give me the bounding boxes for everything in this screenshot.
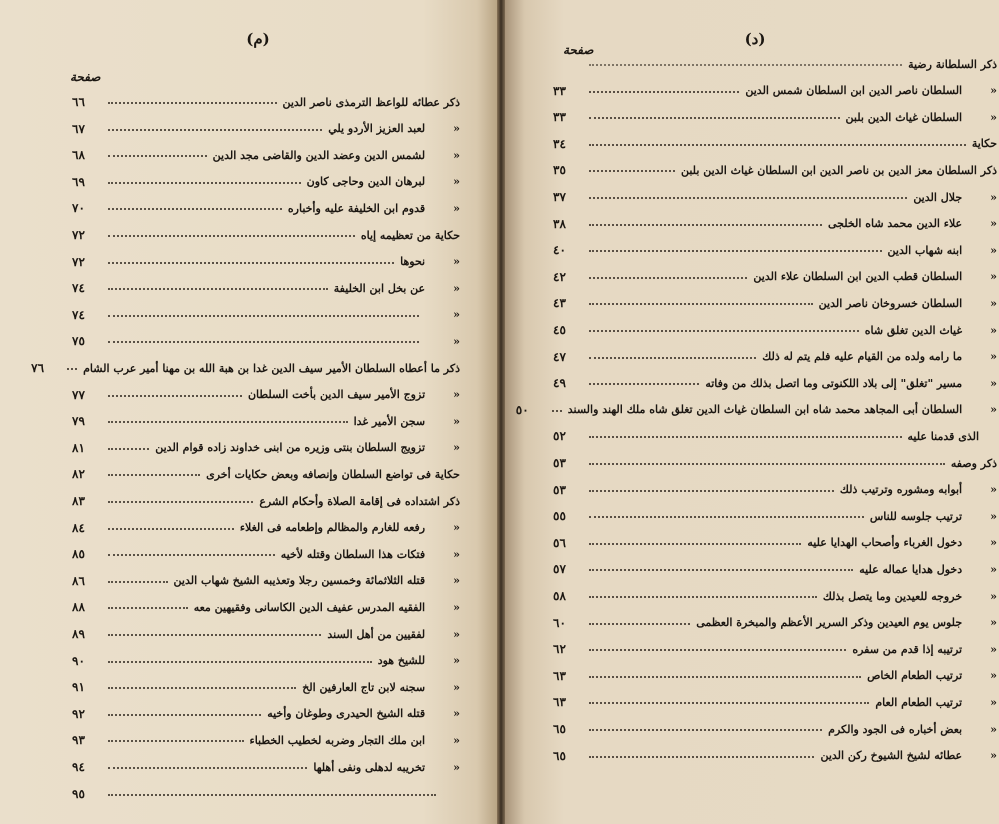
toc-row [553, 265, 997, 289]
toc-row [72, 436, 460, 460]
toc-page-number: ٦٨ [72, 148, 85, 163]
toc-entry-title: فتكات هذا السلطان وقتله لأخيه [280, 547, 426, 561]
toc-page-number: ٥٨ [553, 589, 566, 603]
ditto-mark: « [453, 680, 460, 694]
toc-page-number: ٣٤ [553, 136, 566, 151]
dot-leader [552, 408, 562, 412]
dot-leader [108, 765, 307, 769]
dot-leader [108, 286, 328, 290]
ditto-mark: « [990, 749, 997, 763]
toc-page-number: ٩٥ [72, 786, 85, 801]
dot-leader [108, 127, 322, 131]
toc-entry-title: تخريبه لدهلى ونفى أهلها [313, 760, 426, 774]
dot-leader [108, 100, 277, 104]
toc-entry-title: تزوج الأمير سيف الدين بأخت السلطان [247, 388, 426, 402]
dot-leader [589, 514, 864, 518]
toc-page-number: ٣٣ [553, 83, 566, 98]
dot-leader [589, 275, 747, 279]
toc-row [72, 90, 460, 114]
toc-row [72, 196, 460, 220]
page-column-header: صفحة [563, 43, 594, 57]
toc-page-number: ٩٤ [72, 760, 85, 774]
dot-leader [589, 754, 814, 758]
toc-entry-title: مسير "تغلق" إلى بلاد اللكنوتى وما اتصل بذلك من وفاته [705, 376, 963, 390]
dot-leader [589, 89, 739, 93]
toc-row [72, 755, 460, 779]
toc-entries [505, 0, 999, 824]
toc-row [553, 132, 997, 156]
ditto-mark: « [990, 323, 997, 337]
toc-row [72, 649, 460, 673]
ditto-mark: « [990, 669, 997, 683]
toc-page-number: ٧٤ [72, 307, 85, 322]
toc-page-number: ٦٣ [553, 695, 566, 710]
toc-row [72, 622, 460, 646]
toc-entry-title: قتله الشيخ الحيدرى وطوغان وأخيه [267, 707, 426, 721]
toc-row [72, 383, 460, 407]
ditto-mark: « [990, 110, 997, 124]
page-number: (م) [246, 30, 270, 48]
dot-leader [589, 62, 902, 66]
toc-entry-title: ترتيب الطعام الخاص [867, 669, 963, 683]
toc-entry-title: جلوس يوم العيدين وذكر السرير الأعظم والمبخرة العظمى [696, 616, 963, 630]
dot-leader [589, 700, 869, 704]
toc-page-number: ٧٢ [72, 254, 85, 269]
toc-row [553, 424, 997, 448]
toc-entry-title: لبرهان الدين وحاجى كاون [306, 175, 426, 189]
dot-leader [108, 579, 168, 583]
dot-leader [108, 260, 394, 264]
dot-leader [589, 142, 966, 146]
toc-row [72, 516, 460, 540]
toc-page-number: ٣٣ [553, 110, 566, 125]
dot-leader [108, 393, 242, 397]
toc-row [515, 398, 997, 422]
toc-row [72, 303, 460, 327]
toc-entry-title: ذكر وصفه [950, 456, 997, 470]
toc-row [553, 637, 997, 661]
ditto-mark: « [990, 84, 997, 98]
toc-entry-title: جلال الدين [913, 190, 963, 204]
ditto-mark: « [990, 243, 997, 257]
toc-page-number: ٥٣ [553, 456, 566, 470]
ditto-mark: « [990, 695, 997, 709]
dot-leader [589, 674, 861, 678]
ditto-mark: « [990, 217, 997, 231]
ditto-mark: « [990, 642, 997, 656]
ditto-mark: « [453, 654, 460, 668]
toc-row [72, 702, 460, 726]
page-column-header: صفحة [70, 70, 101, 84]
dot-leader [589, 461, 945, 465]
ditto-mark: « [990, 722, 997, 736]
toc-entry-title: علاء الدين محمد شاه الخلجى [828, 217, 963, 231]
ditto-mark: « [990, 589, 997, 603]
dot-leader [108, 552, 275, 556]
dot-leader [589, 355, 756, 359]
toc-page-number: ٤٩ [553, 376, 566, 391]
ditto-mark: « [990, 403, 997, 417]
toc-entry-title: السلطان قطب الدين ابن السلطان علاء الدين [753, 270, 963, 284]
toc-row [72, 489, 460, 513]
right-book-page [505, 0, 999, 824]
toc-entry-title: قتله الثلاثمائة وخمسين رجلا وتعذيبه الشيخ شهاب الدين [173, 574, 426, 588]
toc-page-number: ٧٤ [72, 281, 85, 296]
dot-leader [108, 685, 296, 689]
toc-entry-title: بعض أخباره فى الجود والكرم [828, 722, 963, 736]
ditto-mark: « [990, 296, 997, 310]
dot-leader [589, 301, 813, 305]
toc-entry-title: ذكر عطائه للواعظ الترمذى ناصر الدين [282, 95, 460, 109]
toc-entry-title: تزويج السلطان بنتى وزيره من ابنى خداوند زاده قوام الدين [155, 441, 426, 455]
toc-entry-title: السلطان أبى المجاهد محمد شاه ابن السلطان غياث الدين تغلق شاه ملك الهند والسند [567, 403, 963, 417]
toc-row [553, 478, 997, 502]
dot-leader [108, 605, 188, 609]
page-number: (د) [744, 30, 766, 48]
dot-leader [589, 594, 817, 598]
ditto-mark: « [453, 308, 460, 322]
toc-page-number: ٧٢ [72, 228, 85, 242]
toc-entry-title: السلطان غياث الدين بلبن [845, 110, 963, 124]
toc-entry-title: دخول هدايا عماله عليه [859, 562, 963, 576]
toc-row [72, 117, 460, 141]
toc-page-number: ٥٥ [553, 509, 566, 524]
toc-row [553, 744, 997, 768]
ditto-mark: « [990, 190, 997, 204]
dot-leader [108, 339, 419, 343]
toc-row [553, 105, 997, 129]
dot-leader [589, 115, 840, 119]
toc-page-number: ٩١ [72, 680, 85, 695]
ditto-mark: « [453, 547, 460, 561]
toc-row [72, 170, 460, 194]
toc-entries [0, 0, 497, 824]
toc-page-number: ٥٢ [553, 429, 566, 444]
toc-row [553, 345, 997, 369]
toc-row [553, 611, 997, 635]
toc-entry-title: حكاية [971, 137, 997, 151]
dot-leader [108, 738, 244, 742]
toc-entry-title: عن بخل ابن الخليفة [333, 281, 426, 295]
ditto-mark: « [990, 509, 997, 523]
toc-page-number: ٨٢ [72, 467, 85, 482]
dot-leader [108, 792, 436, 796]
dot-leader [108, 419, 348, 423]
toc-page-number: ٦٢ [553, 642, 566, 657]
toc-entry-title: حكاية من تعظيمه إياه [360, 228, 460, 242]
toc-page-number: ٩٣ [72, 733, 85, 748]
toc-row [553, 664, 997, 688]
toc-page-number: ٤٠ [553, 243, 566, 258]
toc-row [553, 238, 997, 262]
toc-page-number: ٤٥ [553, 323, 566, 337]
toc-entry-title: الذى قدمنا عليه [907, 429, 979, 443]
dot-leader [589, 328, 859, 332]
toc-page-number: ٥٠ [515, 402, 529, 417]
toc-page-number: ٦٥ [553, 722, 566, 736]
toc-entry-title: ذكر اشتداده فى إقامة الصلاة وأحكام الشرع [259, 494, 460, 508]
dot-leader [108, 446, 149, 450]
dot-leader [589, 222, 822, 226]
toc-page-number: ٨٤ [72, 520, 85, 535]
toc-entry-title: ذكر السلطان معز الدين بن ناصر الدين ابن السلطان غياث الدين بلبن [680, 163, 997, 177]
ditto-mark: « [453, 334, 460, 348]
ditto-mark: « [990, 270, 997, 284]
ditto-mark: « [453, 627, 460, 641]
dot-leader [589, 567, 853, 571]
toc-entry-title: الفقيه المدرس عفيف الدين الكاسانى وفقيهين معه [193, 600, 426, 614]
dot-leader [589, 621, 690, 625]
toc-page-number: ٦٥ [553, 748, 566, 763]
dot-leader [108, 499, 253, 503]
toc-row [553, 451, 997, 475]
toc-page-number: ٥٧ [553, 562, 566, 577]
toc-entry-title: نحوها [400, 255, 426, 269]
dot-leader [108, 526, 234, 530]
toc-entry-title: لعبد العزيز الأردو يلي [328, 122, 426, 136]
dot-leader [108, 712, 261, 716]
dot-leader [108, 472, 200, 476]
toc-row [553, 212, 997, 236]
toc-entry-title: أبوابه ومشوره وترتيب ذلك [839, 483, 963, 497]
toc-entry-title: حكاية فى تواضع السلطان وإنصافه وبعض حكايات أخرى [206, 467, 460, 481]
toc-row [72, 569, 460, 593]
toc-page-number: ٨٩ [72, 627, 85, 641]
dot-leader [108, 233, 355, 237]
toc-page-number: ٥٣ [553, 482, 566, 497]
dot-leader [589, 168, 675, 172]
toc-row [553, 584, 997, 608]
toc-row [72, 223, 460, 247]
toc-page-number: ٨٨ [72, 600, 85, 615]
toc-row [553, 291, 997, 315]
ditto-mark: « [990, 350, 997, 364]
toc-row [72, 329, 460, 353]
toc-entry-title: ترتيب جلوسه للناس [869, 509, 963, 523]
dot-leader [108, 180, 301, 184]
toc-row [72, 462, 460, 486]
toc-entry-title: ترتيبه إذا قدم من سفره [852, 642, 963, 656]
toc-entry-title: سجنه لابن تاج العارفين الخ [302, 680, 426, 694]
ditto-mark: « [453, 175, 460, 189]
toc-entry-title: للشيخ هود [377, 654, 426, 668]
ditto-mark: « [453, 574, 460, 588]
toc-row [72, 143, 460, 167]
toc-row [553, 557, 997, 581]
ditto-mark: « [453, 733, 460, 747]
toc-entry-title: سجن الأمير غدا [353, 414, 426, 428]
ditto-mark: « [453, 760, 460, 774]
toc-page-number: ٩٢ [72, 706, 85, 721]
toc-row [553, 52, 997, 76]
toc-entry-title: ترتيب الطعام العام [875, 695, 963, 709]
toc-entry-title: ذكر ما أعطاه السلطان الأمير سيف الدين غدا بن هبة الله بن مهنا أمير عرب الشام [83, 361, 460, 375]
toc-row [553, 371, 997, 395]
dot-leader [589, 434, 902, 438]
ditto-mark: « [453, 441, 460, 455]
ditto-mark: « [453, 201, 460, 215]
toc-row [72, 409, 460, 433]
ditto-mark: « [453, 122, 460, 136]
dot-leader [108, 659, 372, 663]
toc-entry-title: قدوم ابن الخليفة عليه وأخباره [287, 201, 426, 215]
dot-leader [589, 248, 882, 252]
toc-row [553, 717, 997, 741]
toc-row [553, 79, 997, 103]
toc-entry-title: السلطان خسروخان ناصر الدين [818, 296, 963, 310]
toc-page-number: ٤٧ [553, 349, 566, 364]
ditto-mark: « [990, 483, 997, 497]
toc-page-number: ٦٣ [553, 668, 566, 683]
toc-entry-title: لفقيين من أهل السند [327, 627, 426, 641]
left-book-page [0, 0, 497, 824]
toc-page-number: ٩٠ [72, 653, 85, 668]
toc-page-number: ٥٦ [553, 535, 566, 550]
toc-entry-title: عطائه لشيخ الشيوخ ركن الدين [820, 749, 963, 763]
toc-page-number: ٧٦ [31, 361, 45, 375]
book-gutter [497, 0, 505, 824]
dot-leader [589, 381, 699, 385]
toc-row [72, 542, 460, 566]
toc-entry-title: ما رامه ولده من القيام عليه فلم يتم له ذلك [762, 350, 963, 364]
ditto-mark: « [990, 562, 997, 576]
toc-page-number: ٣٨ [553, 216, 566, 231]
ditto-mark: « [990, 536, 997, 550]
toc-row [72, 728, 460, 752]
toc-page-number: ٧٠ [72, 201, 85, 216]
ditto-mark: « [453, 281, 460, 295]
toc-row [553, 690, 997, 714]
toc-row [31, 356, 460, 380]
ditto-mark: « [453, 388, 460, 402]
toc-page-number: ٦٧ [72, 121, 85, 136]
ditto-mark: « [453, 148, 460, 162]
ditto-mark: « [453, 414, 460, 428]
toc-page-number: ٨٥ [72, 547, 85, 562]
toc-entry-title: لشمس الدين وعضد الدين والقاضى مجد الدين [212, 148, 426, 162]
dot-leader [108, 313, 419, 317]
dot-leader [67, 366, 77, 370]
toc-row [553, 531, 997, 555]
toc-row [72, 782, 460, 806]
toc-page-number: ٨١ [72, 440, 85, 455]
ditto-mark: « [453, 707, 460, 721]
dot-leader [589, 541, 801, 545]
toc-page-number: ٦٦ [72, 95, 85, 109]
ditto-mark: « [453, 600, 460, 614]
toc-row [72, 276, 460, 300]
toc-row [553, 504, 997, 528]
toc-page-number: ٧٥ [72, 334, 85, 349]
toc-entry-title: غياث الدين تغلق شاه [864, 323, 963, 337]
toc-page-number: ٨٣ [72, 494, 85, 508]
dot-leader [589, 488, 834, 492]
toc-page-number: ٦٩ [72, 174, 85, 189]
dot-leader [108, 206, 282, 210]
toc-entry-title: خروجه للعيدين وما يتصل بذلك [822, 589, 963, 603]
dot-leader [589, 195, 907, 199]
toc-page-number: ٣٧ [553, 190, 566, 204]
dot-leader [589, 647, 846, 651]
ditto-mark: « [990, 376, 997, 390]
toc-page-number: ٤٢ [553, 269, 566, 284]
toc-page-number: ٤٣ [553, 296, 566, 311]
dot-leader [108, 153, 207, 157]
toc-entry-title: ابنه شهاب الدين [887, 243, 963, 257]
toc-page-number: ٧٧ [72, 387, 85, 402]
toc-row [72, 595, 460, 619]
toc-entry-title: ذكر السلطانة رضية [908, 57, 997, 71]
toc-page-number: ٦٠ [553, 615, 566, 630]
dot-leader [108, 632, 321, 636]
toc-row [72, 250, 460, 274]
toc-row [553, 158, 997, 182]
dot-leader [589, 727, 822, 731]
toc-page-number: ٣٥ [553, 163, 566, 178]
toc-row [72, 675, 460, 699]
ditto-mark: « [453, 521, 460, 535]
toc-row [553, 185, 997, 209]
toc-row [553, 318, 997, 342]
toc-entry-title: رفعه للغارم والمظالم وإطعامه فى الغلاء [239, 521, 426, 535]
toc-page-number: ٧٩ [72, 414, 85, 429]
toc-entry-title: دخول الغرباء وأصحاب الهدايا عليه [807, 536, 963, 550]
ditto-mark: « [453, 255, 460, 269]
toc-entry-title: السلطان ناصر الدين ابن السلطان شمس الدين [745, 84, 963, 98]
toc-page-number: ٨٦ [72, 573, 85, 588]
ditto-mark: « [990, 616, 997, 630]
toc-entry-title: ابن ملك التجار وضربه لخطيب الخطباء [249, 733, 426, 747]
